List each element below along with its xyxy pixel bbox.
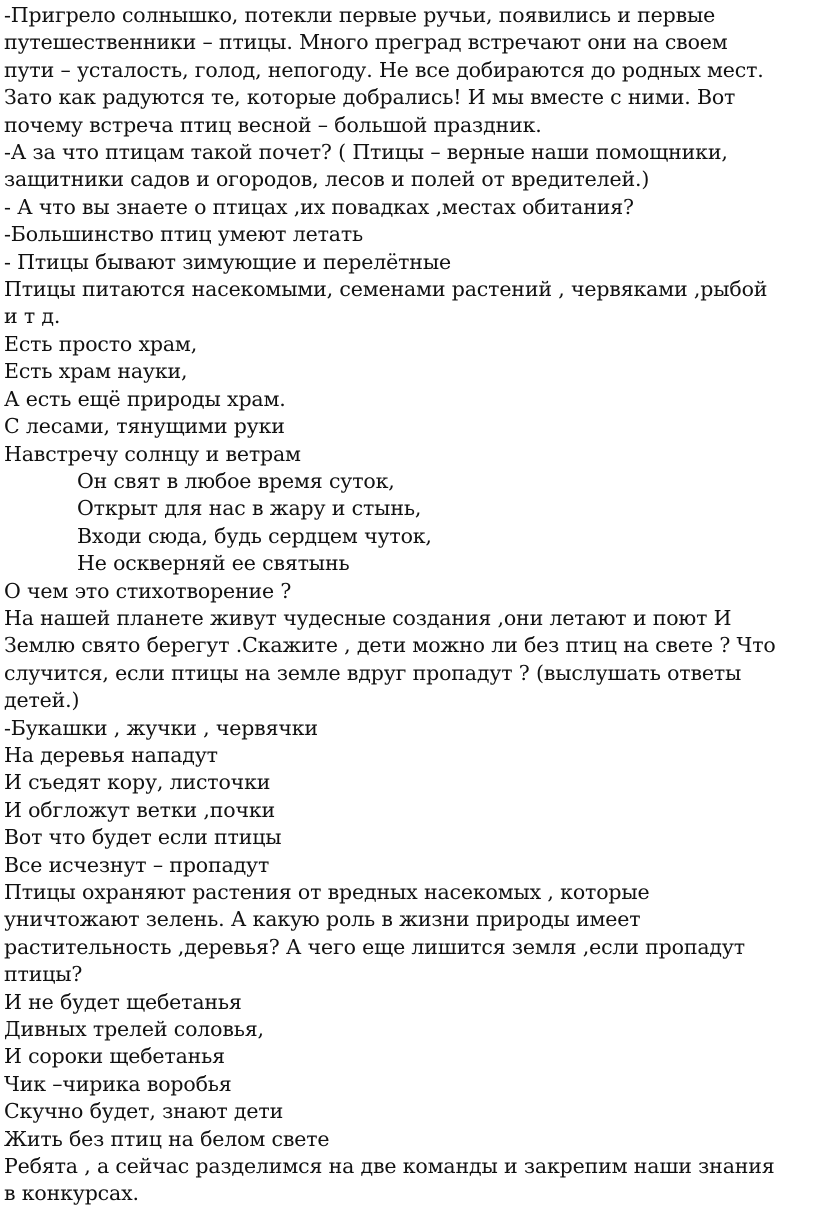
poem-line: Скучно будет, знают дети	[4, 1099, 284, 1124]
poem-line: Навстречу солнцу и ветрам	[4, 441, 301, 466]
poem-line: Жить без птиц на белом свете	[4, 1126, 330, 1151]
poem-line-indented: Входи сюда, будь сердцем чуток,	[77, 523, 432, 548]
text-line: - Птицы бывают зимующие и перелётные	[4, 249, 451, 274]
poem-line: Есть просто храм,	[4, 331, 198, 356]
poem-line: И не будет щебетанья	[4, 989, 242, 1014]
text-line: Зато как радуются те, которые добрались! И мы вместе с ними. Вот	[4, 85, 736, 110]
text-line: -Пригрело солнышко, потекли первые ручьи, появились и первые	[4, 3, 716, 27]
text-line: -Большинство птиц умеют летать	[4, 222, 364, 247]
text-line: О чем это стихотворение ?	[4, 578, 292, 603]
text-line: и т д.	[4, 304, 61, 329]
poem-line: Есть храм науки,	[4, 359, 188, 384]
text-line: детей.)	[4, 688, 80, 713]
text-line: Ребята , а сейчас разделимся на две команды и закрепим наши знания	[4, 1154, 775, 1179]
text-line: путешественники – птицы. Много преград встречают они на своем	[4, 30, 728, 55]
poem-line-indented: Не оскверняй ее святынь	[77, 551, 350, 576]
text-line: Землю свято берегут .Скажите , дети можно ли без птиц на свете ? Что	[4, 633, 776, 658]
text-line: На нашей планете живут чудесные создания ,они летают и поют И	[4, 605, 732, 630]
text-line: -А за что птицам такой почет? ( Птицы – верные наши помощники,	[4, 140, 728, 165]
text-line: в конкурсах.	[4, 1181, 139, 1206]
poem-line-indented: Открыт для нас в жару и стынь,	[77, 496, 422, 521]
text-line: уничтожают зелень. А какую роль в жизни природы имеет	[4, 907, 641, 932]
poem-line: Дивных трелей соловья,	[4, 1017, 264, 1042]
text-line: случится, если птицы на земле вдруг пропадут ? (выслушать ответы	[4, 660, 742, 685]
poem-line: А есть ещё природы храм.	[4, 386, 286, 411]
poem-line: На деревья нападут	[4, 742, 218, 767]
document-body	[4, 2, 812, 1208]
poem-line: Чик –чирика воробья	[4, 1071, 232, 1096]
text-line: почему встреча птиц весной – большой праздник.	[4, 112, 542, 137]
poem-line: И съедят кору, листочки	[4, 770, 271, 795]
poem-line: Все исчезнут – пропадут	[4, 852, 270, 877]
text-line: пути – усталость, голод, непогоду. Не все добираются до родных мест.	[4, 57, 764, 82]
text-line: защитники садов и огородов, лесов и полей от вредителей.)	[4, 167, 650, 192]
text-line: Птицы питаются насекомыми, семенами растений , червяками ,рыбой	[4, 277, 768, 302]
text-line: - А что вы знаете о птицах ,их повадках ,местах обитания?	[4, 194, 634, 219]
poem-line: -Букашки , жучки , червячки	[4, 715, 318, 740]
poem-line: И сороки щебетанья	[4, 1044, 225, 1069]
poem-line: И обгложут ветки ,почки	[4, 797, 276, 822]
text-line: Птицы охраняют растения от вредных насекомых , которые	[4, 880, 650, 904]
text-line: растительность ,деревья? А чего еще лишится земля ,если пропадут	[4, 934, 746, 959]
text-line: птицы?	[4, 962, 83, 987]
poem-line-indented: Он свят в любое время суток,	[77, 468, 395, 493]
poem-line: Вот что будет если птицы	[4, 825, 282, 850]
poem-line: С лесами, тянущими руки	[4, 414, 285, 439]
